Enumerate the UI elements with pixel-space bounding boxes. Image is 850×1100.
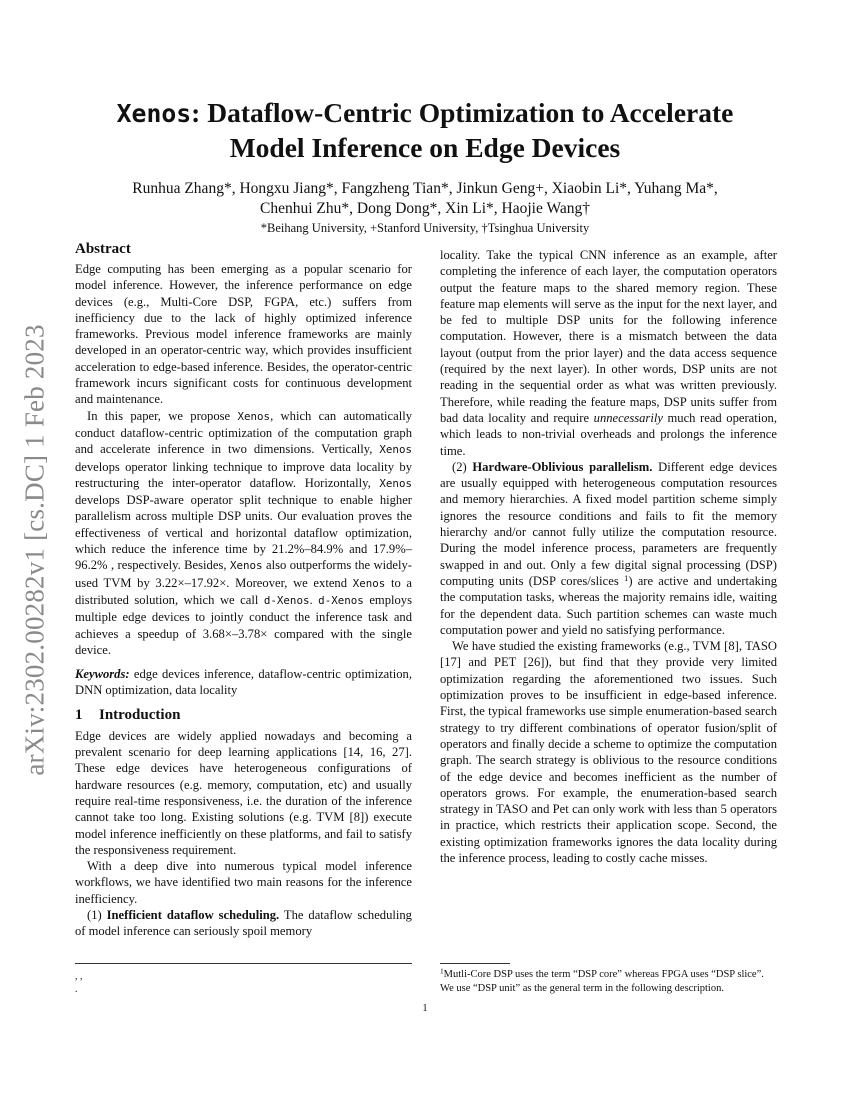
right-p2-prefix: (2) (452, 459, 473, 474)
title-system-name: Xenos (116, 99, 192, 128)
arxiv-id: arXiv:2302.00282v1 [cs.DC] 1 Feb 2023 (19, 324, 50, 776)
keywords (75, 666, 412, 699)
paper-title (76, 96, 774, 165)
intro-p3-bold: Inefficient dataflow scheduling. (106, 907, 280, 922)
intro-paragraph-2: With a deep dive into numerous typical model inference workflows, we have identified two main reasons for the inference inefficiency. (75, 859, 412, 906)
author-list (76, 179, 774, 219)
page-number: 1 (422, 1003, 428, 1014)
abstract-heading: Abstract (75, 241, 131, 257)
affiliations: *Beihang University, +Stanford University, †Tsinghua University (260, 221, 590, 235)
abstract-paragraph-2: In this paper, we propose Xenos, which can automatically conduct dataflow-centric optimization of the computation graph and accelerate inference in two dimensions. Vertically, Xenos develops operator linking technique to improve data locality by restructuring the inter-operator dataflow. Horizontally, Xenos develops DSP-aware operator split technique to enable higher parallelism across multiple DSP units. Our evaluation proves the effectiveness of vertical and horizontal dataflow optimization, which reduce the inference time by 21.2%–84.9% and 17.9%–96.2% , respectively. Besides, Xenos also outperforms the widely-used TVM by 3.22×–17.92×. Moreover, we extend Xenos to a distributed solution, which we call d-Xenos. d-Xenos employs multiple edge devices to jointly conduct the inference task and achieves a speedup of 3.68×–3.78× compared with the single device. (75, 408, 413, 657)
author-line-1: Runhua Zhang*, Hongxu Jiang*, Fangzheng Tian*, Jinkun Geng+, Xiaobin Li*, Yuhang Ma*, (132, 180, 718, 197)
right-p1-b: much read operation, which leads to non-trivial overheads and prolongs the inference time. (440, 410, 777, 458)
intro-p3-rest: The dataflow scheduling of model inference can seriously spoil memory (75, 907, 412, 939)
footnote-mark: 1 (440, 966, 444, 976)
footnote-text: Mutli-Core DSP uses the term “DSP core” whereas FPGA uses “DSP slice”. We use “DSP unit” as the general term in the following description. (440, 969, 764, 994)
title-block (76, 96, 774, 236)
footnote-ref[interactable]: 1 (623, 572, 629, 583)
right-column (440, 247, 777, 866)
footnote-body (440, 968, 777, 996)
left-column (75, 240, 412, 940)
right-p2-bold: Hardware-Oblivious parallelism. (472, 459, 653, 474)
right-p2-a: Different edge devices are usually equipped with heterogeneous computation resources and memory hierarchies. A fixed model partition scheme simply ignores the resource conditions and fails to fit the memory hierarchy and/or cannot fully utilize the computation resource. During the model inference process, parameters are frequently swapped in and out. Only a few digital signal processing (DSP) computing units (DSP cores/slices (440, 459, 778, 588)
footnote (440, 963, 777, 996)
keywords-label: Keywords: (75, 667, 130, 682)
keywords-text: edge devices inference, dataflow-centric optimization, DNN optimization, data locality (75, 667, 412, 698)
author-line-2: Chenhui Zhu*, Dong Dong*, Xin Li*, Haojie Wang† (260, 200, 590, 217)
section-title: Introduction (99, 706, 181, 723)
intro-paragraph-1: Edge devices are widely applied nowadays and becoming a prevalent scenario for deep learning applications [14, 16, 27]. These edge devices have heterogeneous configurations of hardware resources (e.g. memory, computation, etc) and usually require real-time responsiveness, i.e. the duration of the inference cannot take too long. Existing solutions (e.g. TVM [8]) execute model inference inefficiently on these platforms, and fail to satisfy the responsiveness requirement. (75, 728, 412, 857)
intro-paragraph-3 (75, 907, 412, 940)
right-p2-b: ) are active and undertaking the computation tasks, whereas the majority remains idle, waiting for the dependent data. Such partition schemes can waste much computation power and yield no satisfying performance. (440, 573, 777, 637)
right-paragraph-3: We have studied the existing frameworks (e.g., TVM [8], TASO [17] and PET [26]), but find that they provide very limited optimization regarding the aforementioned two issues. Such optimization proves to be insufficient in edge-based inference. First, the typical frameworks use simple enumeration-based search strategy to try different combinations of operator fusion/split of operators and finally decide a scheme to optimize the computation graph. The search strategy is oblivious to the resource conditions of the edge device and becomes inefficient as the number of operators grows. For example, the enumeration-based search strategy in TASO and Pet can only work with less than 5 operators in practice, which restricts their application scope. Second, the existing optimization frameworks ignores the data locality during the inference process, leading to costly cache misses. (440, 639, 777, 865)
intro-p3-prefix: (1) (87, 907, 107, 922)
title-rest: : Dataflow-Centric Optimization to Accelerate Model Inference on Edge Devices (191, 97, 734, 163)
footer-line-2: . (75, 984, 78, 995)
right-paragraph-1 (440, 247, 777, 459)
footer-line-1: , , (75, 971, 83, 982)
section-heading-introduction (75, 706, 412, 724)
arxiv-stamp (19, 300, 50, 800)
right-paragraph-2 (440, 459, 777, 638)
right-p1-a: locality. Take the typical CNN inference as an example, after completing the inference of each layer, the computation operators output the feature maps to the shared memory region. These feature map elements will serve as the input for the next layer, and be fed to multiple DSP units for the following inference computation. However, there is a mismatch between the data layout (output from the prior layer) and the data access sequence (required by the next layer). In other words, DSP units are not reading in the sequential order as what was written previously. Therefore, while reading the feature maps, DSP units suffer from bad data locality and require (440, 248, 777, 425)
section-number: 1 (75, 706, 83, 723)
left-footer (75, 963, 412, 996)
right-p1-emphasis: unnecessarily (593, 410, 663, 425)
abstract-paragraph-1: Edge computing has been emerging as a popular scenario for model inference. However, the inference performance on edge devices (e.g., Multi-Core DSP, FGPA, etc.) suffers from inefficiency due to the lack of highly optimized inference frameworks. Previous model inference frameworks are mainly developed in an operator-centric way, which provides insufficient acceleration to edge-based inference. Besides, the operator-centric framework incurs significant costs for continuous development and maintenance. (75, 262, 412, 407)
footnote-rule (440, 963, 510, 964)
